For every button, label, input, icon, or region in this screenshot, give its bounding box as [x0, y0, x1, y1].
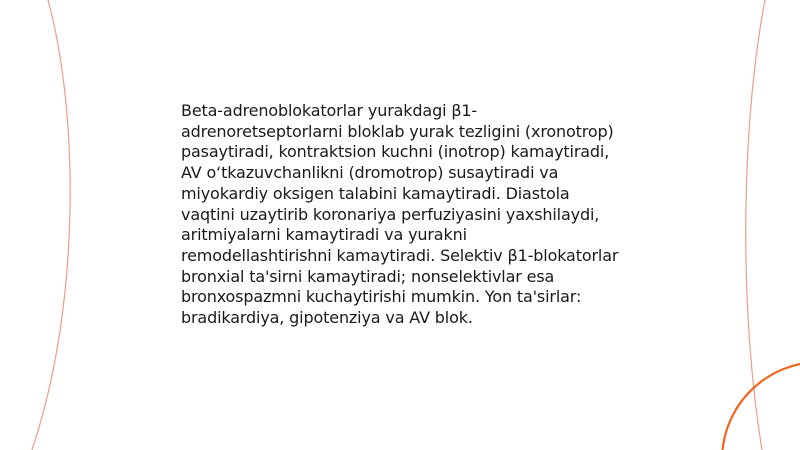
right-decor-curve — [746, 0, 765, 450]
body-text: Beta-adrenoblokatorlar yurakdagi β1-adrenoretseptorlarni bloklab yurak tezligini (xronotrop) pasaytiradi, kontraktsion kuchni (inotrop) kamaytiradi, AV o‘tkazuvchanlikni (dromotrop) susaytiradi va miyokardiy oksigen talabini kamaytiradi. Diastola vaqtini uzaytirib koronariya perfuziyasini yaxshilaydi, aritmiyalarni kamaytiradi va yurakni remodellashtirishni kamaytiradi. Selektiv β1-blokatorlar bronxial ta'sirni kamaytiradi; nonselektivlar esa bronxospazmni kuchaytirishi mumkin. Yon ta'sirlar: bradikardiya, gipotenziya va AV blok. — [181, 101, 619, 328]
orange-accent-circle — [722, 362, 800, 450]
left-decor-curve — [32, 0, 70, 450]
